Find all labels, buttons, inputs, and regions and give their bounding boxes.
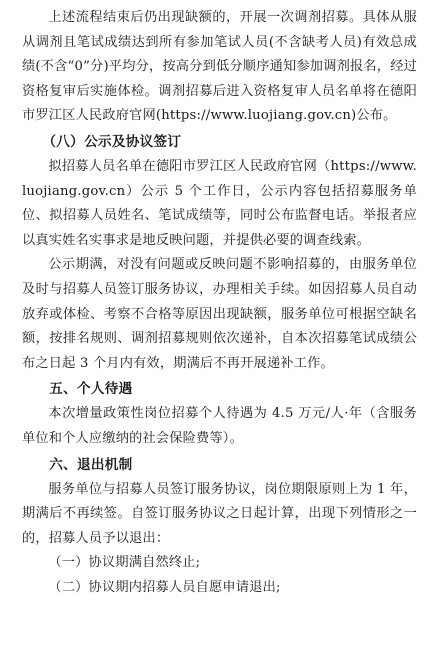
section-heading-personal-treatment: 五、个人待遇 (49, 381, 133, 398)
list-item-voluntary-exit: （二）协议期内招募人员自愿申请退出; (48, 579, 281, 595)
list-item-agreement-expiry: （一）协议期满自然终止; (48, 555, 201, 571)
paragraph-treatment: 本次增量政策性岗位招募个人待遇为 4.5 万元/人·年（含服务单位和个人应缴纳的社会保险费等）。 (22, 406, 417, 446)
section-heading-exit-mechanism: 六、退出机制 (49, 456, 133, 473)
paragraph-publicity: 拟招募人员名单在德阳市罗江区人民政府官网（https://www.luojiang.gov.cn）公示 5 个工作日，公示内容包括招募服务单位、拟招募人员姓名、笔试成绩等，同时公布监督电话。举报者应以真实姓名实事求是地反映问题，并提供必要的调查线索。 (22, 158, 417, 248)
section-heading-publicity-agreement: （八）公示及协议签订 (42, 133, 182, 150)
paragraph-adjustment-recruitment: 上述流程结束后仍出现缺额的，开展一次调剂招募。具体从服从调剂且笔试成绩达到所有参加笔试人员(不含缺考人员)有效总成绩(不含“0”分)平均分，按高分到低分顺序通知参加调剂报名，经过资格复审后实施体检。调剂招募后进入资格复审人员名单将在德阳市罗江区人民政府官网(https://www.luojiang.gov.cn)公布。 (22, 10, 417, 124)
paragraph-exit-mechanism: 服务单位与招募人员签订服务协议，岗位期限原则上为 1 年，期满后不再续签。自签订服务协议之日起计算，出现下列情形之一的，招募人员予以退出： (22, 481, 417, 546)
paragraph-publicity-expiry: 公示期满，对没有问题或反映问题不影响招募的，由服务单位及时与招募人员签订服务协议，办理相关手续。如因招募人员自动放弃或体检、考察不合格等原因出现缺额，服务单位可根据空缺名额，按排名规则、调剂招募规则依次递补，自本次招募笔试成绩公布之日起 3 个月内有效，期满后不再开展递补工作。 (22, 257, 417, 371)
